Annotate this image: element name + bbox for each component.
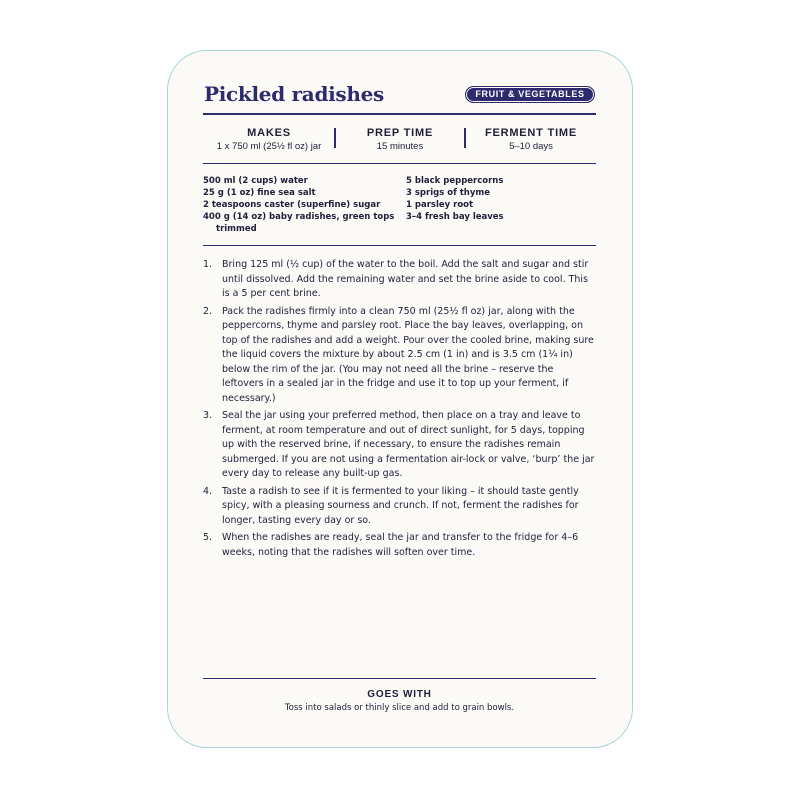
- goes-with-text: Toss into salads or thinly slice and add to grain bowls.: [284, 703, 515, 713]
- ingredient-item: 3 sprigs of thyme: [406, 188, 490, 198]
- method-step: [203, 485, 596, 529]
- method-step: [203, 409, 596, 482]
- method-step: [203, 258, 596, 302]
- step-number: 2.: [203, 305, 213, 317]
- ingredients-right: [406, 175, 596, 223]
- ingredient-item: 3–4 fresh bay leaves: [406, 212, 504, 222]
- makes-value: 1 x 750 ml (25½ fl oz) jar: [216, 141, 322, 152]
- category-badge: FRUIT & VEGETABLES: [465, 86, 595, 103]
- step-text: Pack the radishes firmly into a clean 750 ml (25½ fl oz) jar, along with the peppercorns, thyme and parsley root. Place the bay leaves, overlapping, on top of the radishes and add a weight. Pour over the cooled brine, making sure the liquid covers the mixture by about 2.5 cm (1 in) and is 3.5 cm (1¼ in) below the rim of the jar. (You may not need all the brine – reserve the leftovers in a sealed jar in the fridge and use it to top up your ferment, if necessary.): [222, 305, 594, 404]
- makes-block: [203, 127, 335, 153]
- ferment-block: [466, 127, 596, 153]
- step-number: 4.: [203, 485, 213, 497]
- ingredient-item: 2 teaspoons caster (superfine) sugar: [203, 200, 381, 210]
- ingredient-item: 5 black peppercorns: [406, 176, 504, 186]
- ferment-label: FERMENT TIME: [484, 127, 578, 139]
- method-list: [203, 258, 596, 563]
- footer-rule: [203, 678, 596, 679]
- ingredients-rule: [203, 245, 596, 246]
- step-number: 5.: [203, 532, 213, 543]
- step-text: Bring 125 ml (½ cup) of the water to the boil. Add the salt and sugar and stir until dissolved. Add the remaining water and set the brine aside to cool. This is a 5 per cent brine.: [222, 259, 589, 299]
- header-rule: [203, 113, 596, 115]
- ferment-value: 5–10 days: [509, 141, 553, 152]
- method-step: [203, 531, 596, 560]
- method-step: [203, 305, 596, 407]
- step-text: When the radishes are ready, seal the jar and transfer to the fridge for 4–6 weeks, noting that the radishes will soften over time.: [222, 532, 579, 558]
- meta-rule: [203, 163, 596, 164]
- step-text: Taste a radish to see if it is fermented to your liking – it should taste gently spicy, with a pleasing sourness and crunch. If not, ferment the radishes for longer, tasting every day or so.: [222, 485, 579, 526]
- prep-label: PREP TIME: [366, 127, 434, 139]
- step-text: Seal the jar using your preferred method, then place on a tray and leave to ferment, at room temperature and out of direct sunlight, for 5 days, topping up with the reserved brine, if necessary, to ensure the radishes remain submerged. If you are not using a fermentation air-lock or valve, ‘burp’ the jar every day to release any built-up gas.: [222, 410, 595, 479]
- step-number: 1.: [203, 259, 213, 270]
- ingredients-left: [203, 175, 399, 235]
- prep-block: [336, 127, 464, 153]
- step-number: 3.: [203, 410, 213, 421]
- recipe-title: Pickled radishes: [204, 82, 385, 106]
- ingredient-item: 1 parsley root: [406, 200, 474, 210]
- makes-label: MAKES: [247, 127, 291, 139]
- ingredient-item: 400 g (14 oz) baby radishes, green tops trimmed: [203, 212, 395, 234]
- prep-value: 15 minutes: [376, 141, 424, 152]
- ingredient-item: 500 ml (2 cups) water: [203, 176, 308, 186]
- ingredient-item: 25 g (1 oz) fine sea salt: [203, 188, 316, 198]
- goes-with-label: GOES WITH: [367, 689, 432, 700]
